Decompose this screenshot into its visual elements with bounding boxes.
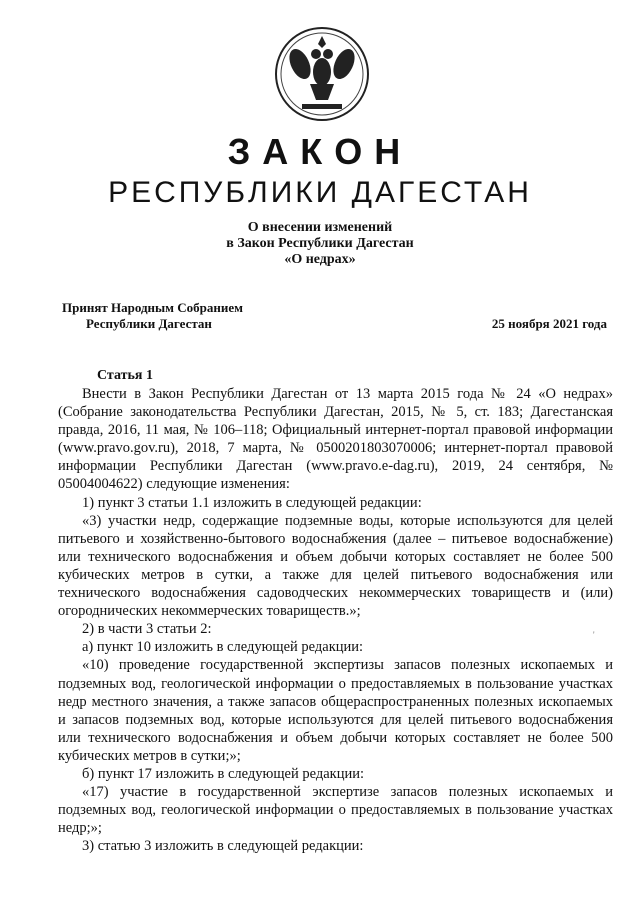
paragraph: 1) пункт 3 статьи 1.1 изложить в следующей редакции: [82, 494, 422, 511]
paragraph: «17) участие в государственной экспертизе запасов полезных ископаемых и подземных вод, геологической информации о предоставляемых в пользование участках недр;»; [58, 784, 613, 837]
paragraph: а) пункт 10 изложить в следующей редакции: [82, 639, 364, 656]
adopted-by [62, 300, 243, 332]
article-body [58, 385, 613, 855]
paragraph: Внести в Закон Республики Дагестан от 13 марта 2015 года № 24 «О недрах» (Собрание законодательства Республики Дагестан, 2015, № 5, ст. 183; Дагестанская правда, 2016, 11 мая, № 106–118; Официальный интернет-портал правовой информации (www.pravo.gov.ru), 2018, 7 марта, № 0500201803070006; интернет-портал правовой информации Республики Дагестан (www.pravo.e-dag.ru), 2019, 24 сентября, № 05004004622) следующие изменения: [58, 386, 613, 493]
subject-line-2: в Закон Республики Дагестан [226, 236, 414, 251]
article-heading: Статья 1 [97, 368, 153, 383]
paragraph: 3) статью 3 изложить в следующей редакции: [82, 838, 364, 855]
document-subtitle: РЕСПУБЛИКИ ДАГЕСТАН [108, 176, 532, 209]
paragraph: «3) участки недр, содержащие подземные воды, которые используются для целей питьевого и хозяйственно-бытового водоснабжения (далее – питьевое водоснабжение) или технического водоснабжения и объем добычи которых составляет не более 500 кубических метров в сутки, а также для целей питьевого водоснабжения или технического водоснабжения садоводческих некоммерческих товариществ и (или) огороднических некоммерческих товариществ.»; [58, 512, 613, 620]
paragraph: 2) в части 3 статьи 2: [82, 621, 212, 638]
law-subject [0, 220, 640, 268]
subject-line-1: О внесении изменений [247, 220, 393, 235]
adoption-date: 25 ноября 2021 года [491, 316, 607, 331]
adopted-line-1: Принят Народным Собранием [62, 300, 244, 315]
subject-line-3: «О недрах» [284, 252, 356, 267]
document-title: ЗАКОН [227, 131, 413, 172]
adopted-line-2: Республики Дагестан [86, 316, 212, 331]
paragraph: «10) проведение государственной экспертизы запасов полезных ископаемых и подземных вод, геологической информации о предоставляемых в пользование участках недр местного значения, а также запасов общераспространенных полезных ископаемых и запасов подземных вод, которые используются для целей питьевого водоснабжения или технического водоснабжения и объем добычи которых составляет не более 500 кубических метров в сутки;»; [58, 657, 613, 764]
coat-of-arms-icon [272, 24, 372, 124]
paragraph: б) пункт 17 изложить в следующей редакции: [82, 765, 364, 782]
margin-mark: ' [593, 630, 595, 640]
